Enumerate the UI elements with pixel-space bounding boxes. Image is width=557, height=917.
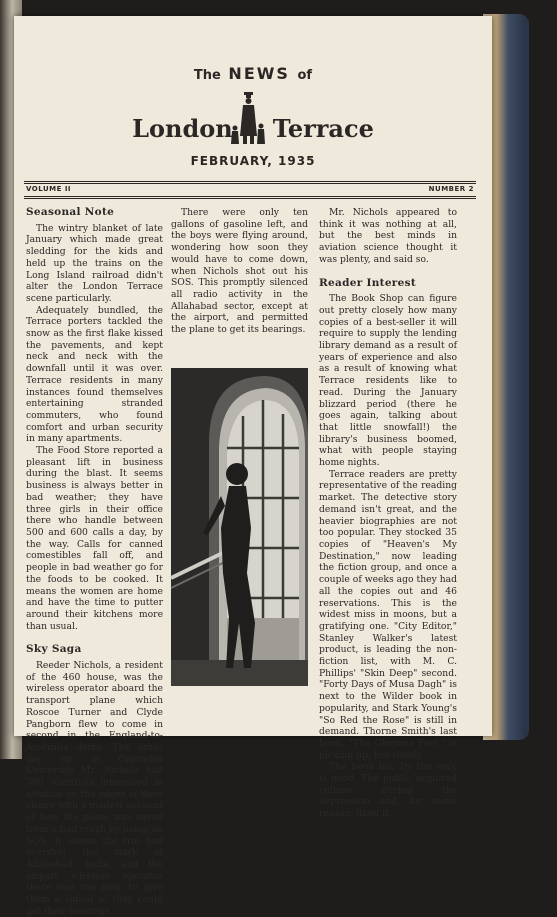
article-paragraph: The Book Shop can figure out pretty closely how many copies of a best-seller it will require to supply the lending library demand as a result of years of experience and also as a result of knowing what Terrace residents like to read. During the January blizzard period (there he goes again, talking about that little snowfall!) the library's business boomed, what with people staying home nights. — [319, 293, 457, 469]
masthead-top — [14, 64, 492, 83]
column-1 — [26, 207, 163, 917]
number-label: NUMBER 2 — [428, 185, 474, 193]
masthead-news: NEWS — [228, 64, 290, 83]
article-heading: Reader Interest — [319, 276, 416, 289]
article-paragraph: Terrace readers are pretty representative of the reading market. The detective story demand isn't great, and the heavier biographies are not too popular. They stocked 35 copies of "Heaven's My Destination," now leading the fiction group, and once a couple of weeks ago they had all the copies out and 46 reservations. This is the widest miss in moons, but a gratifying one. "City Editor," Stanley Walker's latest product, is leading the non-fiction list, with M. C. Phillips' "Skin Deep" second. "Forty Days of Musa Dagh" is next to the Wilder book in popularity, and Stark Young's "So Red the Rose" is still in demand. Thorne Smith's last book, "The Glorious Fool," is picking up, but slowly. — [319, 468, 457, 761]
newsletter-page — [14, 16, 492, 917]
woman-at-window-photo — [171, 368, 308, 686]
masthead-title — [14, 114, 492, 143]
article-paragraph: Reeder Nichols, a resident of the 460 house, was the wireless operator aboard the transport plane which Roscoe Turner and Clyde Pangborn flew to come in second in the England-to-Australia derby. The other day up at Columbia University Mr. Nichols had 300 scientists interested in aviation on the edges of their chairs with a modest account of how the plane was saved from a bad crash by using an SOS. It seems the trio had overshot the mark at Allahabad, India, and the airport wireless operator there was too busy to give them a signal so they could get their bearings. — [26, 660, 163, 917]
rule-top — [24, 181, 476, 182]
masthead-the: The — [193, 68, 221, 83]
column-2 — [171, 207, 308, 336]
article-paragraph: Adequately bundled, the Terrace porters tackled the snow as the first flake kissed the pavements, and kept neck and neck with the downfall until it was over. Terrace residents in many instances found themselves entertaining stranded commuters, who found comfort and urban security in many apartments. — [26, 304, 163, 445]
masthead-terrace: Terrace — [272, 114, 374, 143]
article-heading: Sky Saga — [26, 643, 82, 656]
article-paragraph: The wintry blanket of late January which made great sledding for the kids and held up the trains on the Long Island railroad didn't alter the London Terrace scene particularly. — [26, 222, 163, 304]
column-3 — [319, 207, 457, 820]
rule-bottom-2 — [24, 198, 476, 199]
article-paragraph: There were only ten gallons of gasoline left, and the boys were flying around, wondering how soon they would have to come down, when Nichols shot out his SOS. This promptly silenced all radio activity in the Allahabad sector, except at the airport, and permitted the plane to get its bearings. — [171, 207, 308, 336]
masthead-london: London — [132, 114, 233, 143]
article-paragraph: Mr. Nichols appeared to think it was nothing at all, but the best minds in aviation science thought it was plenty, and said so. — [319, 207, 457, 265]
rule-top-2 — [24, 183, 476, 184]
article-paragraph: The Food Store reported a pleasant lift in business during the blast. It seems business is always better in bad weather; they have three girls in their office there who handle between 500 and 600 calls a day, by the way. Calls for canned comestibles fall off, and people in bad weather go for the foods to be cooked. It means the women are home and have the time to putter around their kitchens more than usual. — [26, 445, 163, 632]
rule-bottom — [24, 196, 476, 197]
volume-label: VOLUME II — [26, 185, 72, 193]
issue-date: FEBRUARY, 1935 — [190, 154, 316, 168]
photo-illustration — [171, 368, 308, 686]
masthead-of: of — [297, 68, 313, 83]
article-heading: Seasonal Note — [26, 206, 115, 218]
article-paragraph: The book biz, by the way, is good. The public acquired culture during the depression and, for some reason, liked it. — [319, 761, 457, 820]
